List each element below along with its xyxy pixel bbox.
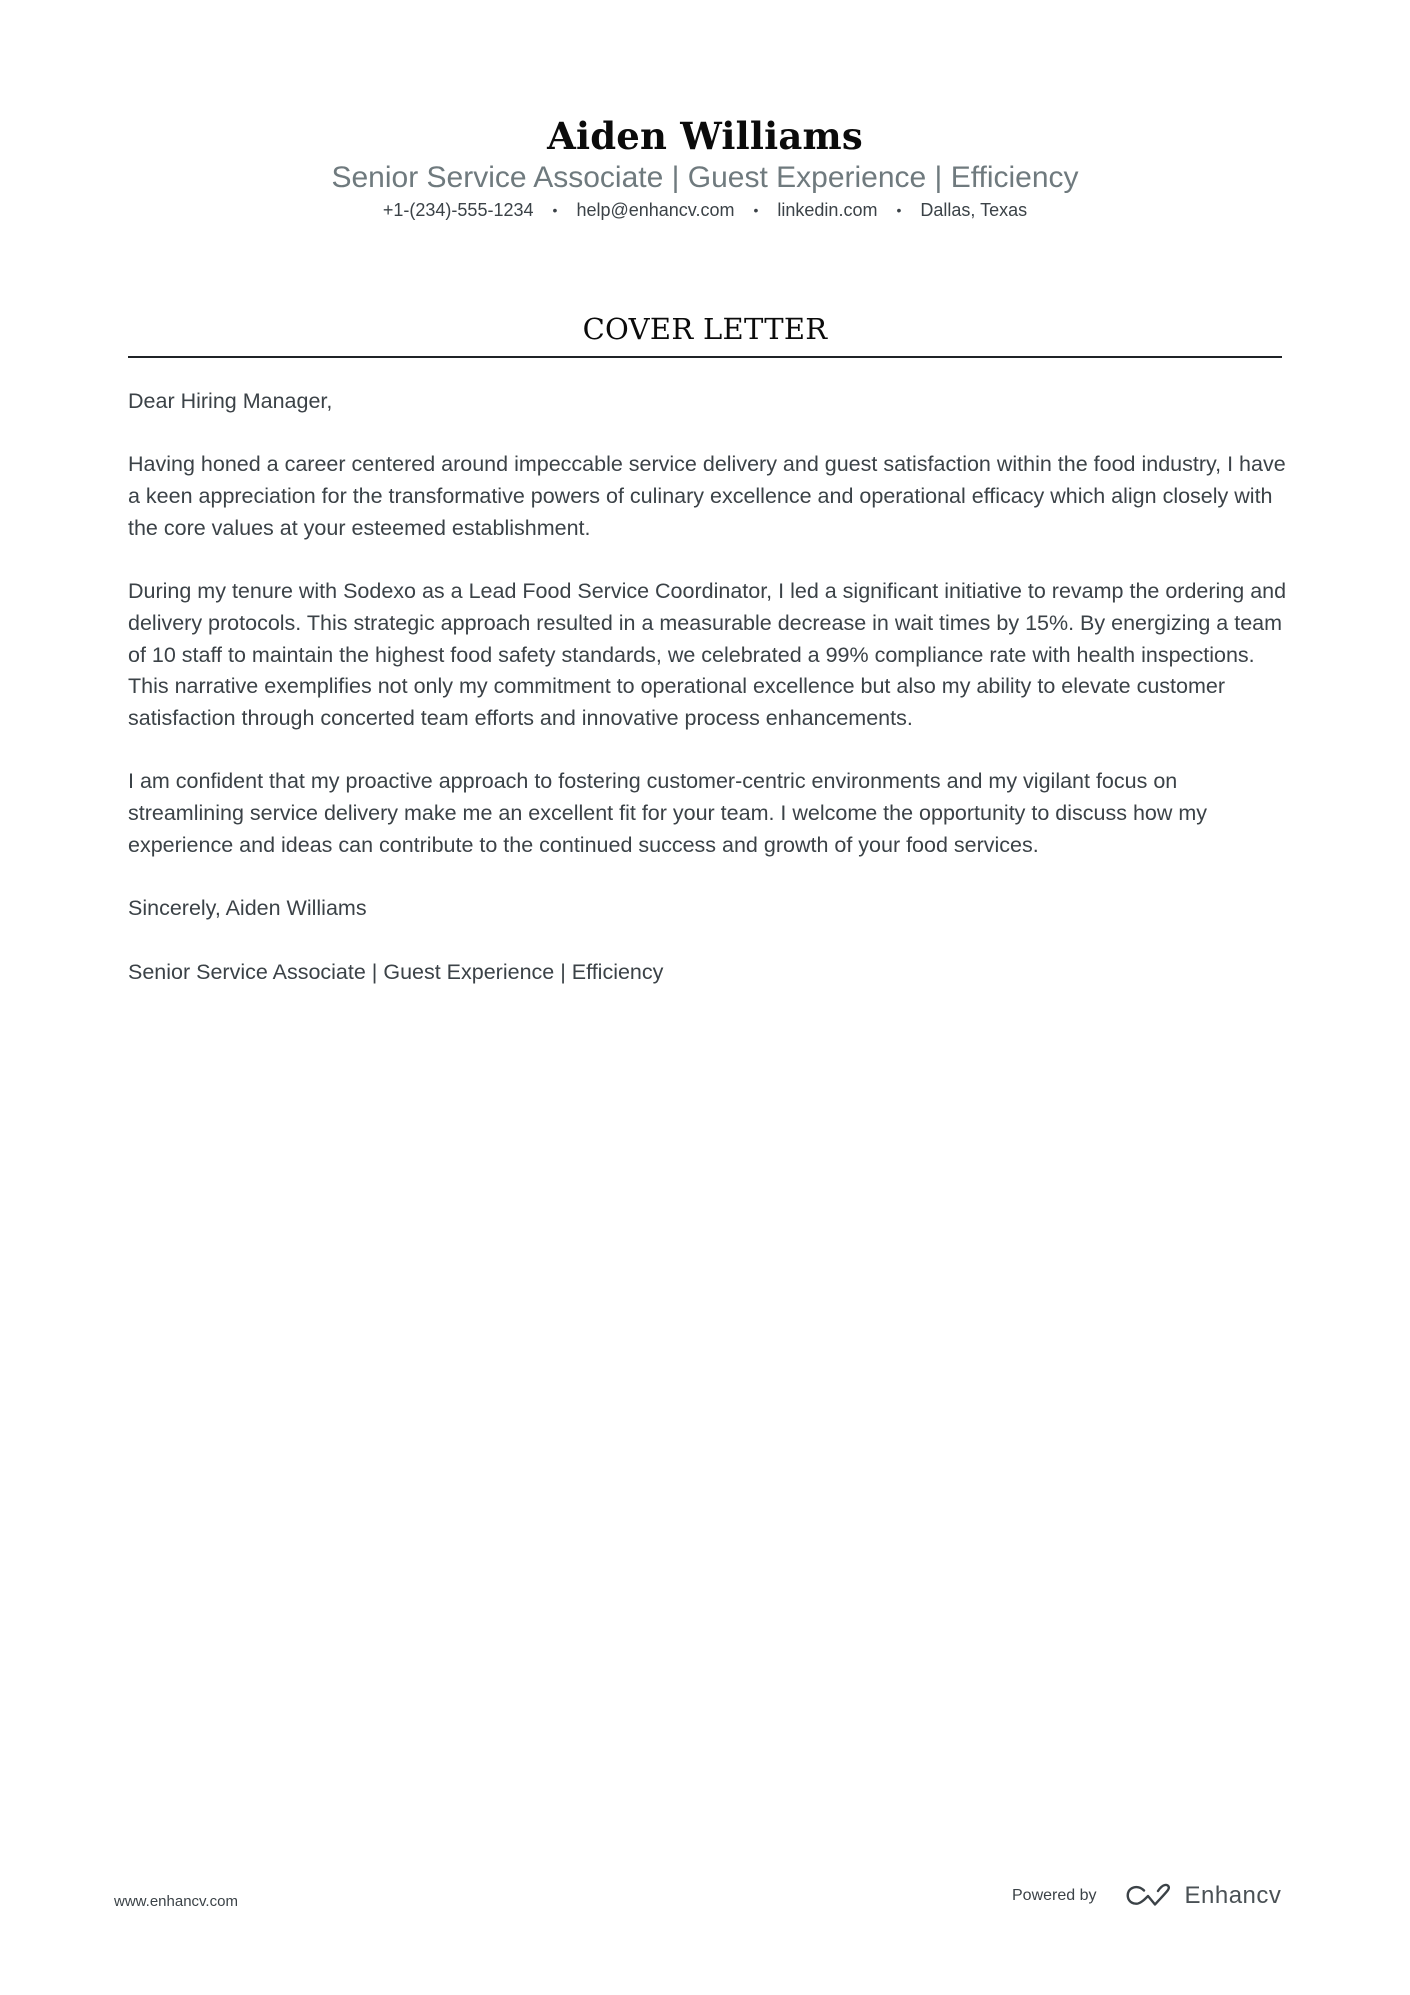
bullet-separator: • <box>753 202 759 218</box>
letter-body <box>128 386 1288 1020</box>
salutation: Dear Hiring Manager, <box>128 389 333 413</box>
footer-website-link[interactable]: www.enhancv.com <box>114 1893 238 1910</box>
contact-info <box>0 198 1410 222</box>
letter-paragraph: During my tenure with Sodexo as a Lead Food Service Coordinator, I led a significant initiative to revamp the ordering and delivery protocols. This strategic approach resulted in a measurable decrease in wait times by 15%. By energizing a team of 10 staff to maintain the highest food safety standards, we celebrated a 99% compliance rate with health inspections. This narrative exemplifies not only my commitment to operational excellence but also my ability to elevate customer satisfaction through concerted team efforts and innovative process enhancements. <box>128 579 1287 730</box>
enhancv-logo-icon <box>1125 1883 1173 1909</box>
closing: Sincerely, Aiden Williams <box>128 896 367 921</box>
footer-branding[interactable] <box>1012 1880 1281 1912</box>
contact-phone: +1-(234)-555-1234 <box>382 200 534 220</box>
contact-linkedin[interactable]: linkedin.com <box>777 200 878 220</box>
powered-by-label: Powered by <box>1012 1887 1097 1904</box>
bullet-separator: • <box>552 202 558 218</box>
header <box>0 112 1410 222</box>
applicant-headline: Senior Service Associate | Guest Experience | Efficiency <box>331 161 1079 194</box>
bullet-separator: • <box>896 202 902 218</box>
contact-email[interactable]: help@enhancv.com <box>576 200 735 220</box>
section-divider <box>128 356 1282 358</box>
letter-paragraph: Having honed a career centered around impeccable service delivery and guest satisfaction within the food industry, I have a keen appreciation for the transformative powers of culinary excellence and operational efficacy which align closely with the core values at your esteemed establishment. <box>128 452 1286 540</box>
enhancv-wordmark: Enhancv <box>1184 1882 1282 1909</box>
signature-title: Senior Service Associate | Guest Experience | Efficiency <box>128 959 664 984</box>
letter-paragraph: I am confident that my proactive approach to fostering customer-centric environments and my vigilant focus on streamlining service delivery make me an excellent fit for your team. I welcome the opportunity to discuss how my experience and ideas can contribute to the continued success and growth of your food services. <box>128 769 1208 857</box>
section-title: COVER LETTER <box>582 312 828 346</box>
applicant-name: Aiden Williams <box>547 114 863 158</box>
contact-location: Dallas, Texas <box>920 200 1028 220</box>
